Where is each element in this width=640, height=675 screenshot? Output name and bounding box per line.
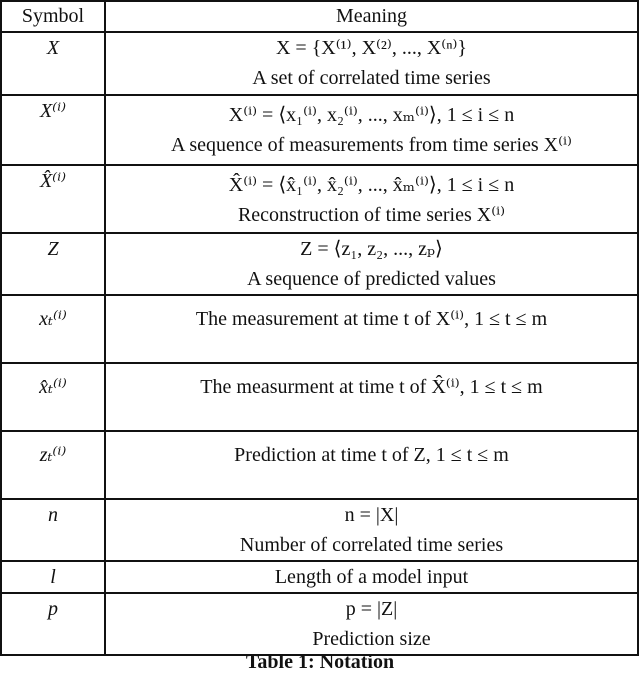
table-row xyxy=(1,165,638,233)
meaning-cell xyxy=(105,561,638,593)
symbol-cell: Z xyxy=(1,233,105,295)
definition: X⁽ⁱ⁾ = ⟨x₁⁽ⁱ⁾, x₂⁽ⁱ⁾, ..., xₘ⁽ⁱ⁾⟩, 1 ≤ i ≤ n xyxy=(228,104,515,126)
description: A set of correlated time series xyxy=(252,67,491,89)
symbol-cell: n xyxy=(1,499,105,561)
symbol-cell: zₜ⁽ⁱ⁾ xyxy=(1,431,105,499)
meaning-cell xyxy=(105,95,638,165)
meaning-cell xyxy=(105,593,638,655)
symbol-cell: l xyxy=(1,561,105,593)
meaning-cell xyxy=(105,233,638,295)
table-row xyxy=(1,431,638,499)
meaning-cell xyxy=(105,32,638,95)
table-row xyxy=(1,363,638,431)
header-row xyxy=(1,1,638,32)
symbol-cell: X̂⁽ⁱ⁾ xyxy=(1,165,105,233)
table-row xyxy=(1,233,638,295)
description: Reconstruction of time series X⁽ⁱ⁾ xyxy=(237,204,506,226)
definition: X = {X⁽¹⁾, X⁽²⁾, ..., X⁽ⁿ⁾} xyxy=(275,37,467,59)
meaning-cell xyxy=(105,165,638,233)
table-row xyxy=(1,593,638,655)
definition: Z = ⟨z₁, z₂, ..., zₚ⟩ xyxy=(300,238,443,260)
definition: X̂⁽ⁱ⁾ = ⟨x̂₁⁽ⁱ⁾, x̂₂⁽ⁱ⁾, ..., x̂ₘ⁽ⁱ⁾⟩, 1 ≤ i ≤ n xyxy=(228,174,515,196)
description: A sequence of measurements from time series X⁽ⁱ⁾ xyxy=(171,134,572,156)
symbol-cell: X⁽ⁱ⁾ xyxy=(1,95,105,165)
table-row xyxy=(1,32,638,95)
meaning-cell xyxy=(105,295,638,363)
meaning-cell xyxy=(105,363,638,431)
symbol-cell: p xyxy=(1,593,105,655)
table-row xyxy=(1,295,638,363)
description: Prediction size xyxy=(312,628,431,650)
description: Length of a model input xyxy=(274,566,469,588)
table-row xyxy=(1,95,638,165)
description: The measurment at time t of X̂⁽ⁱ⁾, 1 ≤ t ≤ m xyxy=(200,376,543,398)
definition: n = |X| xyxy=(344,504,399,526)
symbol-cell: xₜ⁽ⁱ⁾ xyxy=(1,295,105,363)
symbol-cell: X xyxy=(1,32,105,95)
meaning-cell xyxy=(105,431,638,499)
description: Prediction at time t of Z, 1 ≤ t ≤ m xyxy=(234,444,509,466)
meaning-cell xyxy=(105,499,638,561)
header-meaning: Meaning xyxy=(105,1,638,32)
header-symbol: Symbol xyxy=(1,1,105,32)
symbol-cell: x̂ₜ⁽ⁱ⁾ xyxy=(1,363,105,431)
description: A sequence of predicted values xyxy=(247,268,496,290)
table-caption: Table 1: Notation xyxy=(245,651,395,673)
definition: p = |Z| xyxy=(345,598,398,620)
table-row xyxy=(1,499,638,561)
description: The measurement at time t of X⁽ⁱ⁾, 1 ≤ t ≤ m xyxy=(195,308,548,330)
table-row xyxy=(1,561,638,593)
description: Number of correlated time series xyxy=(239,534,504,556)
